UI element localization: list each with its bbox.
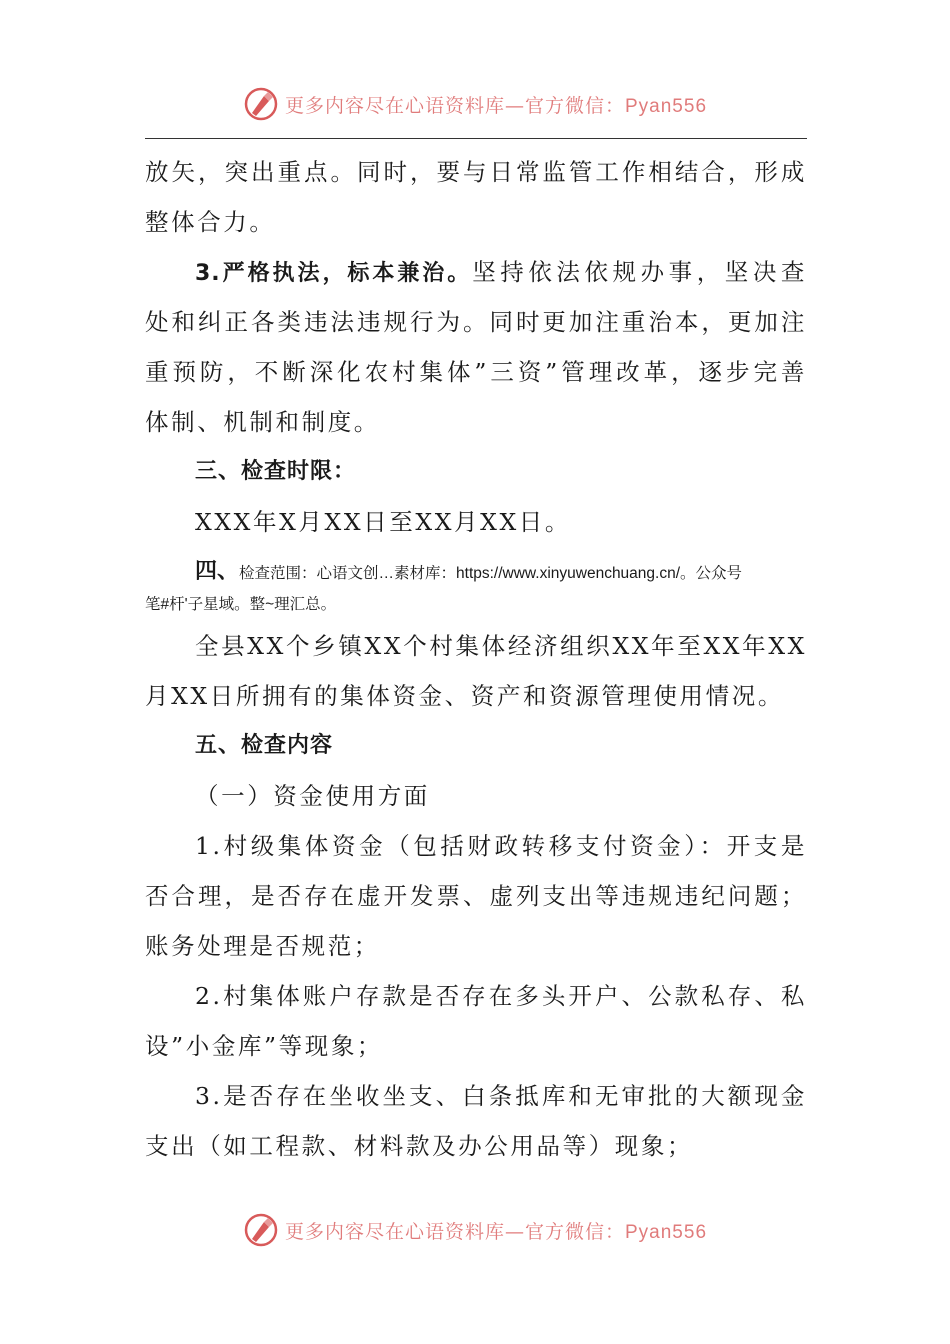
para-line: 重预防，不断深化农村集体”三资”管理改革，逐步完善 [145,358,807,386]
para-line: 月XX日所拥有的集体资金、资产和资源管理使用情况。 [145,682,784,710]
section-5-title: 五、检查内容 [195,733,334,758]
para-line: 全县XX个乡镇XX个村集体经济组织XX年至XX年XX [195,632,807,660]
pen-nib-logo-icon [243,1212,279,1248]
section-3-text: XXX年X月XX日至XX月XX日。 [195,508,571,536]
pen-nib-logo-icon [243,86,279,122]
para-line: 整体合力。 [145,208,276,236]
brand-text: 更多内容尽在心语资料库—官方微信：Pyan556 [284,1220,708,1243]
para-line: 否合理，是否存在虚开发票、虚列支出等违规违纪问题； [145,882,807,910]
para-line: 2.村集体账户存款是否存在多头开户、公款私存、私 [195,982,807,1010]
wechat-id: Pyan556 [625,95,708,117]
brand [243,1212,707,1248]
para-line: 3.是否存在坐收坐支、白条抵库和无审批的大额现金 [195,1082,807,1110]
brand-text: 更多内容尽在心语资料库—官方微信：Pyan556 [284,94,708,117]
footer-watermark [0,1210,950,1250]
item3-title: 3.严格执法，标本兼治。 [195,261,473,286]
para-line: 支出（如工程款、材料款及办公用品等）现象； [145,1132,694,1160]
para-line: 体制、机制和制度。 [145,408,380,436]
header-watermark [0,84,950,124]
section-3-title: 三、检查时限： [195,459,357,484]
para-line: 处和纠正各类违法违规行为。同时更加注重治本，更加注 [145,308,807,336]
brand [243,86,707,122]
subsection-1-title: （一）资金使用方面 [195,782,430,810]
section-4-line2: 笔#杆'子星域。整~理汇总。 [145,596,337,613]
section-4-line1: 四、检查范围：心语文创…素材库：https://www.xinyuwenchuang.cn/。公众号 [195,559,743,584]
item3-line: 3.严格执法，标本兼治。坚持依法依规办事，坚决查 [195,258,807,286]
header-rule [145,138,807,139]
para-line: 1.村级集体资金（包括财政转移支付资金）：开支是 [195,832,807,860]
wechat-id: Pyan556 [625,1221,708,1243]
para-line: 放矢，突出重点。同时，要与日常监管工作相结合，形成 [145,158,807,186]
para-line: 设”小金库”等现象； [145,1032,384,1060]
section-4-num: 四、 [195,559,240,584]
para-line: 账务处理是否规范； [145,932,380,960]
